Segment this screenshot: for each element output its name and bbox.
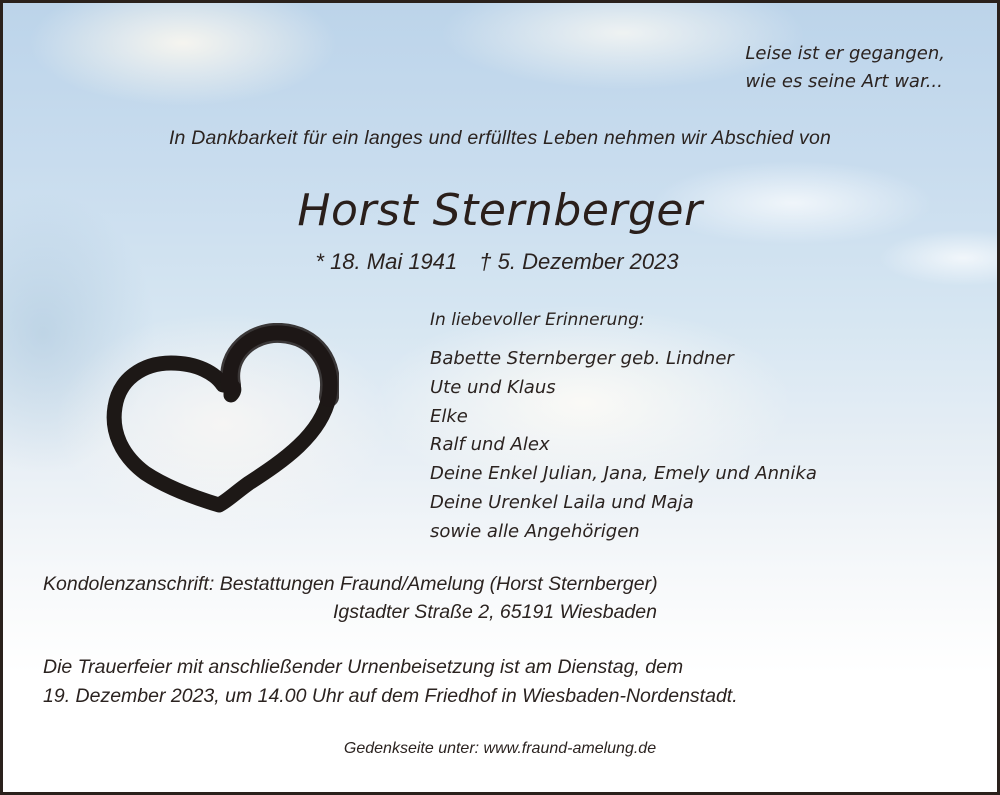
motto-line-2: wie es seine Art war... [745,71,943,92]
mourners-list [430,345,817,547]
mourner-item: Babette Sternberger geb. Lindner [430,348,734,369]
mourner-item: Deine Enkel Julian, Jana, Emely und Annika [430,463,817,485]
motto-line-1: Leise ist er gegangen, [745,43,945,64]
service-info-line-2: 19. Dezember 2023, um 14.00 Uhr auf dem Friedhof in Wiesbaden-Nordenstadt. [43,685,738,707]
birth-date: * 18. Mai 1941 [315,249,458,274]
mourner-item: Ute und Klaus [430,376,556,398]
mourner-item: Deine Urenkel Laila und Maja [430,491,694,513]
memorial-page-link[interactable]: Gedenkseite unter: www.fraund-amelung.de [343,740,657,757]
condolence-address-line-1: Kondolenzanschrift: Bestattungen Fraund/Amelung (Horst Sternberger) [43,573,658,595]
service-info-line-1: Die Trauerfeier mit anschließender Urnenbeisetzung ist am Dienstag, dem [43,656,684,678]
intro-text: In Dankbarkeit für ein langes und erfülltes Leben nehmen wir Abschied von [168,127,832,149]
motto [745,40,945,96]
heart-icon [103,323,339,515]
mourner-item: Ralf und Alex [430,434,550,456]
deceased-name: Horst Sternberger [297,185,703,236]
remembrance-label: In liebevoller Erinnerung: [430,310,645,330]
life-dates [3,249,997,275]
mourner-item: Elke [430,405,468,427]
condolence-address-line-2: Igstadter Straße 2, 65191 Wiesbaden [333,601,657,623]
mourner-item: sowie alle Angehörigen [430,520,640,542]
death-date: † 5. Dezember 2023 [479,249,679,274]
